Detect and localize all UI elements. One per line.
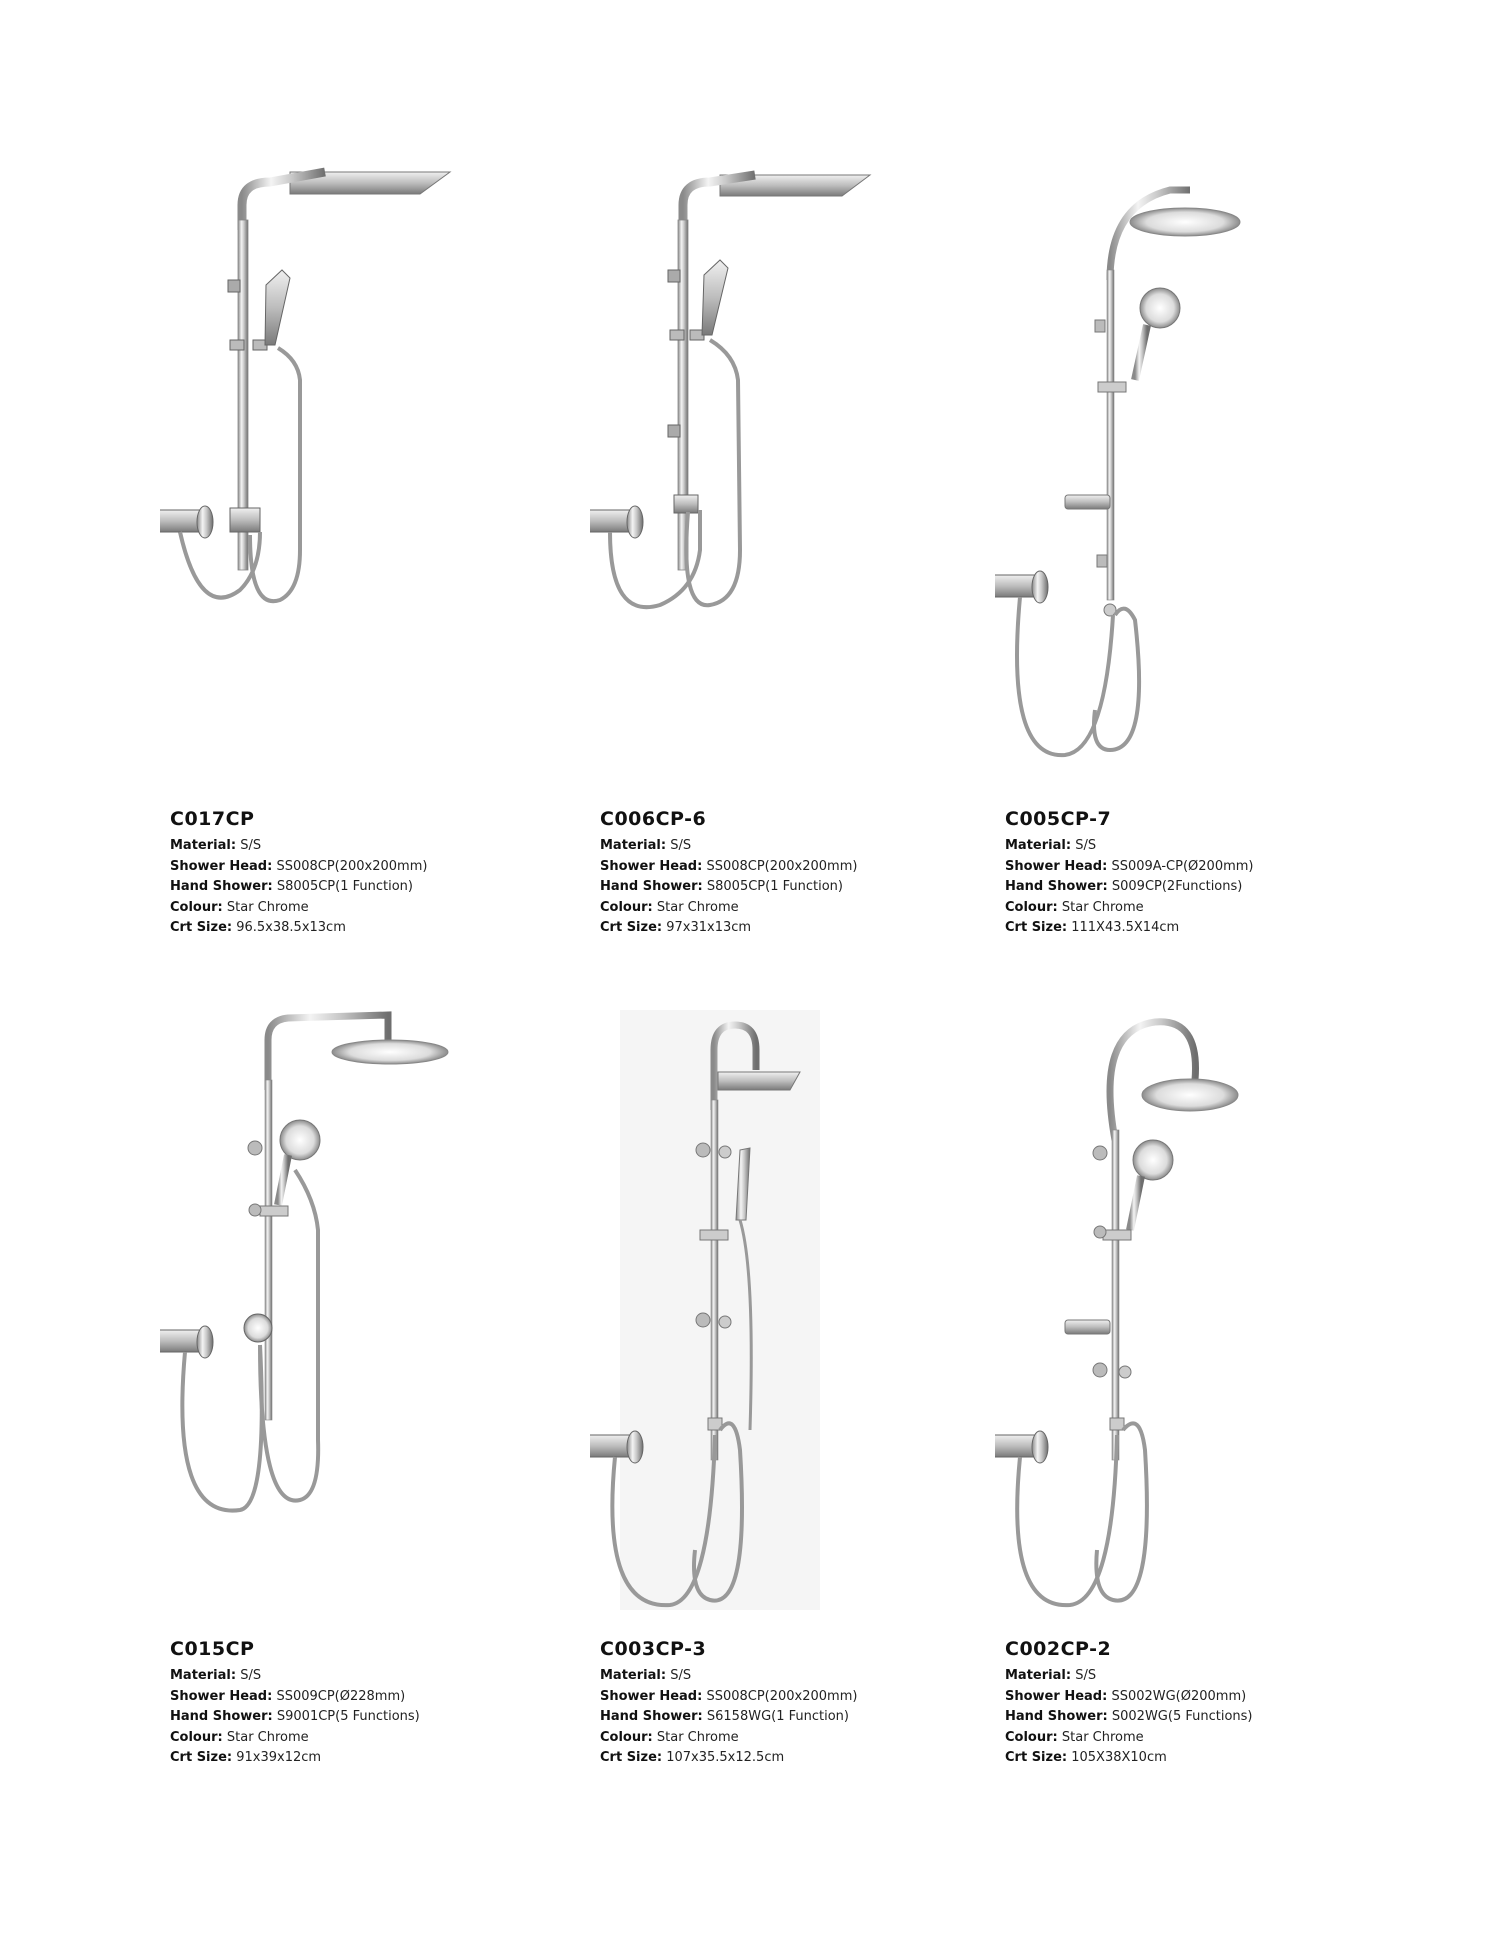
spec-crt-size [1005, 1748, 1252, 1769]
spec-value: 107x35.5x12.5cm [666, 1750, 785, 1765]
spec-shower-head [600, 1687, 857, 1708]
spec-colour [1005, 1728, 1252, 1749]
spec-value: S002WG(5 Functions) [1111, 1709, 1253, 1724]
spec-label: Hand Shower: [1005, 879, 1108, 894]
spec-value: S9001CP(5 Functions) [276, 1709, 420, 1724]
spec-label: Material: [1005, 838, 1072, 853]
spec-shower-head [1005, 1687, 1252, 1708]
spec-label: Shower Head: [1005, 1688, 1108, 1704]
spec-label: Material: [170, 1668, 237, 1683]
spec-label: Material: [600, 838, 667, 853]
spec-hand-shower [1005, 877, 1254, 898]
spec-value: Star Chrome [656, 1729, 739, 1745]
spec-shower-head [600, 857, 857, 878]
spec-crt-size [1005, 918, 1254, 939]
spec-value: S009CP(2Functions) [1111, 879, 1243, 894]
spec-shower-head [170, 1687, 420, 1708]
spec-colour [1005, 898, 1254, 919]
spec-hand-shower [170, 877, 427, 898]
spec-value: SS002WG(Ø200mm) [1111, 1688, 1247, 1704]
spec-crt-size [170, 1748, 420, 1769]
spec-shower-head [1005, 857, 1254, 878]
spec-value: S/S [1075, 838, 1097, 853]
spec-value: S/S [670, 1668, 692, 1683]
spec-material [600, 836, 857, 857]
spec-label: Crt Size: [600, 1750, 663, 1765]
spec-material [1005, 836, 1254, 857]
spec-label: Hand Shower: [1005, 1709, 1108, 1724]
spec-value: S/S [240, 1668, 262, 1683]
spec-value: S6158WG(1 Function) [706, 1709, 849, 1724]
spec-label: Material: [600, 1668, 667, 1683]
spec-material [170, 836, 427, 857]
spec-value: 111X43.5X14cm [1071, 920, 1180, 935]
spec-hand-shower [600, 877, 857, 898]
spec-value: SS008CP(200x200mm) [706, 858, 858, 874]
spec-value: S/S [670, 838, 692, 853]
spec-label: Crt Size: [1005, 920, 1068, 935]
spec-value: Star Chrome [1061, 1729, 1144, 1745]
spec-colour [600, 1728, 857, 1749]
spec-label: Crt Size: [170, 920, 233, 935]
shower-set-image [160, 970, 580, 1630]
spec-label: Shower Head: [600, 858, 703, 874]
product-code: C017CP [170, 808, 255, 830]
spec-value: SS008CP(200x200mm) [276, 858, 428, 874]
spec-label: Colour: [1005, 899, 1058, 915]
spec-label: Crt Size: [170, 1750, 233, 1765]
product-code: C002CP-2 [1005, 1638, 1112, 1660]
spec-material [170, 1666, 420, 1687]
spec-value: S/S [1075, 1668, 1097, 1683]
spec-material [600, 1666, 857, 1687]
shower-set-image [160, 150, 580, 810]
spec-value: 105X38X10cm [1071, 1750, 1167, 1765]
spec-value: 96.5x38.5x13cm [236, 920, 346, 935]
spec-label: Colour: [1005, 1729, 1058, 1745]
shower-set-image [590, 1010, 1010, 1670]
spec-value: S8005CP(1 Function) [276, 879, 413, 894]
spec-value: Star Chrome [226, 899, 309, 915]
spec-label: Shower Head: [600, 1688, 703, 1704]
spec-crt-size [600, 1748, 857, 1769]
spec-value: Star Chrome [226, 1729, 309, 1745]
product-code: C006CP-6 [600, 808, 707, 830]
shower-set-image [995, 150, 1415, 810]
spec-label: Shower Head: [170, 858, 273, 874]
product-code: C005CP-7 [1005, 808, 1112, 830]
shower-set-image [995, 1010, 1415, 1670]
spec-hand-shower [1005, 1707, 1252, 1728]
spec-crt-size [170, 918, 427, 939]
spec-value: 91x39x12cm [236, 1750, 322, 1765]
spec-value: S/S [240, 838, 262, 853]
spec-colour [170, 898, 427, 919]
spec-label: Crt Size: [1005, 1750, 1068, 1765]
spec-label: Material: [1005, 1668, 1072, 1683]
spec-label: Colour: [170, 899, 223, 915]
spec-value: SS009CP(Ø228mm) [276, 1688, 406, 1704]
product-code: C003CP-3 [600, 1638, 707, 1660]
spec-hand-shower [600, 1707, 857, 1728]
spec-value: S8005CP(1 Function) [706, 879, 843, 894]
spec-colour [170, 1728, 420, 1749]
spec-label: Shower Head: [1005, 858, 1108, 874]
spec-material [1005, 1666, 1252, 1687]
spec-colour [600, 898, 857, 919]
spec-label: Shower Head: [170, 1688, 273, 1704]
spec-value: 97x31x13cm [666, 920, 752, 935]
spec-crt-size [600, 918, 857, 939]
spec-value: Star Chrome [1061, 899, 1144, 915]
spec-label: Colour: [600, 1729, 653, 1745]
spec-label: Colour: [170, 1729, 223, 1745]
spec-label: Material: [170, 838, 237, 853]
spec-value: Star Chrome [656, 899, 739, 915]
spec-label: Crt Size: [600, 920, 663, 935]
spec-label: Hand Shower: [600, 879, 703, 894]
product-code: C015CP [170, 1638, 255, 1660]
spec-shower-head [170, 857, 427, 878]
spec-value: SS009A-CP(Ø200mm) [1111, 858, 1254, 874]
spec-value: SS008CP(200x200mm) [706, 1688, 858, 1704]
shower-set-image [590, 150, 1010, 810]
spec-label: Hand Shower: [170, 879, 273, 894]
spec-label: Colour: [600, 899, 653, 915]
spec-hand-shower [170, 1707, 420, 1728]
spec-label: Hand Shower: [600, 1709, 703, 1724]
spec-label: Hand Shower: [170, 1709, 273, 1724]
